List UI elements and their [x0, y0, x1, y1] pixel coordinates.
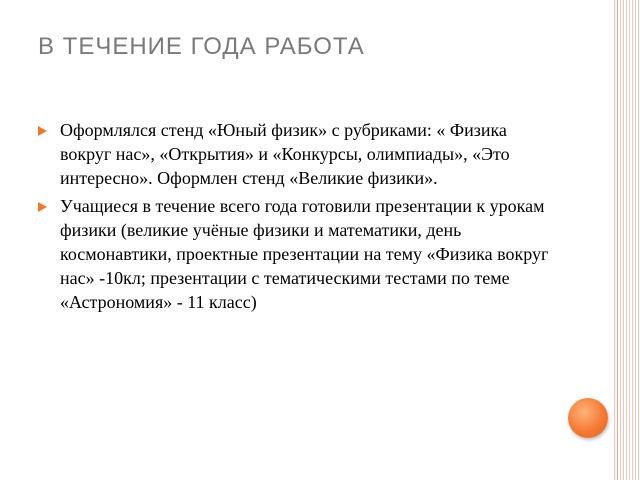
bullet-text: Учащиеся в течение всего года готовили презентации к урокам физики (великие учёные физики и математики, день космонавтики, проектные презентации на тему «Физика вокруг нас» -10кл; презентации с тематическими тестами по теме «Астрономия» - 11 класс)	[60, 196, 549, 312]
orange-circle-icon	[568, 398, 608, 438]
bullet-item	[38, 194, 558, 314]
slide-title: В ТЕЧЕНИЕ ГОДА РАБОТА	[38, 33, 365, 60]
decorative-stripe-border	[614, 0, 640, 480]
bullet-text: Оформлялся стенд «Юный физик» с рубриками: « Физика вокруг нас», «Открытия» и «Конкурсы, олимпиады», «Это интересно». Оформлен стенд «Великие физики».	[60, 120, 510, 188]
bullet-list	[38, 118, 558, 318]
triangle-bullet-icon	[38, 126, 47, 136]
triangle-bullet-icon	[38, 202, 47, 212]
bullet-item	[38, 118, 558, 190]
